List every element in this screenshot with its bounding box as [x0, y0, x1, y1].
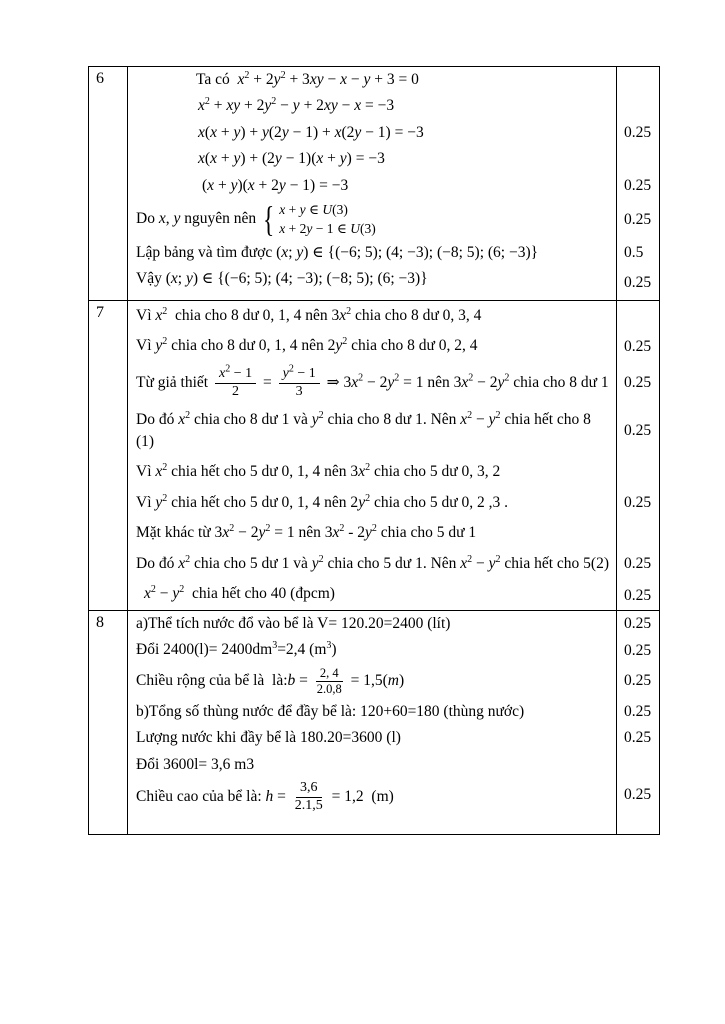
question-number: 6 — [89, 67, 128, 300]
line-content: x(x + y) + (2y − 1)(x + y) = −3 — [198, 150, 385, 168]
answer-line — [128, 240, 659, 266]
answer-line — [128, 199, 659, 239]
score-cell — [616, 67, 659, 93]
score-value: 0.25 — [624, 337, 652, 355]
row-body — [128, 67, 659, 300]
score-value: 0.25 — [624, 555, 652, 573]
line-content: Vì $y^2$ chia hết cho 5 dư 0, 1, 4 nên $2y^2$ chia cho 5 dư 0, 2 ,3 . — [136, 492, 509, 511]
score-cell — [616, 611, 659, 637]
answer-line — [128, 266, 659, 300]
score-cell — [616, 752, 659, 778]
answer-line — [128, 518, 659, 548]
answer-line — [128, 549, 659, 579]
score-cell — [616, 93, 659, 119]
score-value: 0.25 — [624, 702, 652, 720]
answer-line — [128, 173, 659, 199]
score-value: 0.25 — [624, 587, 652, 605]
line-content: Vì $x^2$ chia hết cho 5 dư 0, 1, 4 nên $3x^2$ chia cho 5 dư 0, 3, 2 — [136, 462, 501, 481]
score-value: 0.25 — [624, 422, 652, 439]
score-value: 0.25 — [624, 274, 652, 292]
row-body — [128, 301, 659, 610]
score-cell — [616, 778, 659, 834]
score-cell — [616, 518, 659, 548]
answer-line — [128, 146, 659, 172]
answer-line — [128, 67, 659, 93]
score-cell — [616, 240, 659, 266]
line-content: Do x, y nguyên nên { x + y ∈ U(3) x + 2y − 1 ∈ U(3) — [136, 199, 376, 240]
line-content: Đổi 3600l= 3,6 m3 — [136, 755, 255, 773]
score-value: 0.25 — [624, 177, 652, 195]
line-content: Vì $y^2$ chia cho 8 dư 0, 1, 4 nên $2y^2$ chia cho 8 dư 0, 2, 4 — [136, 336, 478, 355]
score-cell — [616, 405, 659, 458]
line-content: Vì $x^2$ chia cho 8 dư 0, 1, 4 nên $3x^2$ chia cho 8 dư 0, 3, 4 — [136, 305, 482, 324]
answer-line — [128, 93, 659, 119]
table-row — [89, 301, 659, 611]
score-cell — [616, 301, 659, 331]
answer-line — [128, 488, 659, 518]
answer-line — [128, 301, 659, 331]
score-value: 0.25 — [624, 786, 652, 804]
score-value: 0.25 — [624, 672, 652, 690]
score-value: 0.25 — [624, 615, 652, 633]
answer-line — [128, 725, 659, 751]
score-value: 0.25 — [624, 374, 652, 392]
answer-line — [128, 579, 659, 609]
answer-line — [128, 405, 659, 458]
score-cell — [616, 549, 659, 579]
line-content: Chiều rộng của bể là là:b = $\frac{2, 4}{2.0,8}$ = 1,5(m) — [136, 665, 405, 696]
line-content: Ta có $x^2 + 2y^2 + 3xy - x - y + 3 = 0$ — [196, 69, 419, 88]
table-row — [89, 67, 659, 301]
score-value: 0.5 — [624, 244, 644, 262]
score-cell — [616, 120, 659, 146]
score-cell — [616, 146, 659, 172]
score-cell — [616, 637, 659, 663]
table-row — [89, 611, 659, 834]
answer-line — [128, 457, 659, 487]
answer-line — [128, 362, 659, 405]
row-body — [128, 611, 659, 834]
score-cell — [616, 199, 659, 239]
answer-line — [128, 664, 659, 699]
score-value: 0.25 — [624, 641, 652, 659]
question-number: 8 — [89, 611, 128, 834]
score-cell — [616, 266, 659, 300]
line-content: Lượng nước khi đầy bể là 180.20=3600 (l) — [136, 729, 401, 747]
score-cell — [616, 699, 659, 725]
line-content: Đổi $2400(l)= 2400dm^3=2,4$ $(m^3)$ — [136, 640, 337, 659]
line-content: Lập bảng và tìm được (x; y) ∈ {(−6; 5); (4; −3); (−8; 5); (6; −3)} — [136, 243, 539, 261]
line-content: b)Tổng số thùng nước để đầy bể là: 120+60=180 (thùng nước) — [136, 702, 525, 720]
line-content: Do đó $x^2$ chia cho 8 dư 1 và $y^2$ chia cho 8 dư 1. Nên $x^2 - y^2$ chia hết cho 8 (1) — [136, 409, 591, 450]
line-content: Do đó $x^2$ chia cho 5 dư 1 và $y^2$ chia cho 5 dư 1. Nên $x^2 - y^2$ chia hết cho 5(2) — [136, 553, 610, 572]
score-cell — [616, 725, 659, 751]
score-value: 0.25 — [624, 494, 652, 512]
score-value: 0.25 — [624, 210, 652, 228]
score-cell — [616, 488, 659, 518]
line-content: x(x + y) + y(2y − 1) + x(2y − 1) = −3 — [198, 123, 424, 141]
score-cell — [616, 457, 659, 487]
line-content: Từ giả thiết $\frac{x^2 - 1}{2}$ = $\frac{y^2 - 1}{3}$ ⇒ $3x^2 - 2y^2 = 1$ nên $3x^2 - 2y^2$ chia cho 8 dư 1 — [136, 363, 609, 399]
line-content: $x^2 - y^2$ chia hết cho 40 (đpcm) — [144, 584, 335, 603]
answer-line — [128, 637, 659, 663]
line-content: a)Thể tích nước đổ vào bể là V= 120.20=2400 (lít) — [136, 614, 451, 632]
line-content: Mặt khác từ $3x^2 - 2y^2 = 1$ nên $3x^2 - 2y^2$ chia cho 5 dư 1 — [136, 523, 477, 542]
answer-line — [128, 120, 659, 146]
score-value: 0.25 — [624, 729, 652, 747]
score-cell — [616, 173, 659, 199]
answer-line — [128, 778, 659, 834]
question-number: 7 — [89, 301, 128, 610]
answer-line — [128, 752, 659, 778]
line-content: (x + y)(x + 2y − 1) = −3 — [202, 176, 349, 194]
line-content: $x^2$ + xy + $2y^2 - y + 2xy - x = -3$ — [198, 96, 395, 115]
score-cell — [616, 579, 659, 609]
score-value: 0.25 — [624, 124, 652, 142]
line-content: Vậy (x; y) ∈ {(−6; 5); (4; −3); (−8; 5); (6; −3)} — [136, 270, 428, 288]
line-content: Chiều cao của bể là: h = $\frac{3,6}{2.1,5}$ = 1,2 (m) — [136, 780, 394, 813]
answer-table — [88, 66, 660, 835]
score-cell — [616, 331, 659, 361]
answer-line — [128, 699, 659, 725]
answer-line — [128, 611, 659, 637]
score-cell — [616, 362, 659, 405]
score-cell — [616, 664, 659, 699]
answer-line — [128, 331, 659, 361]
